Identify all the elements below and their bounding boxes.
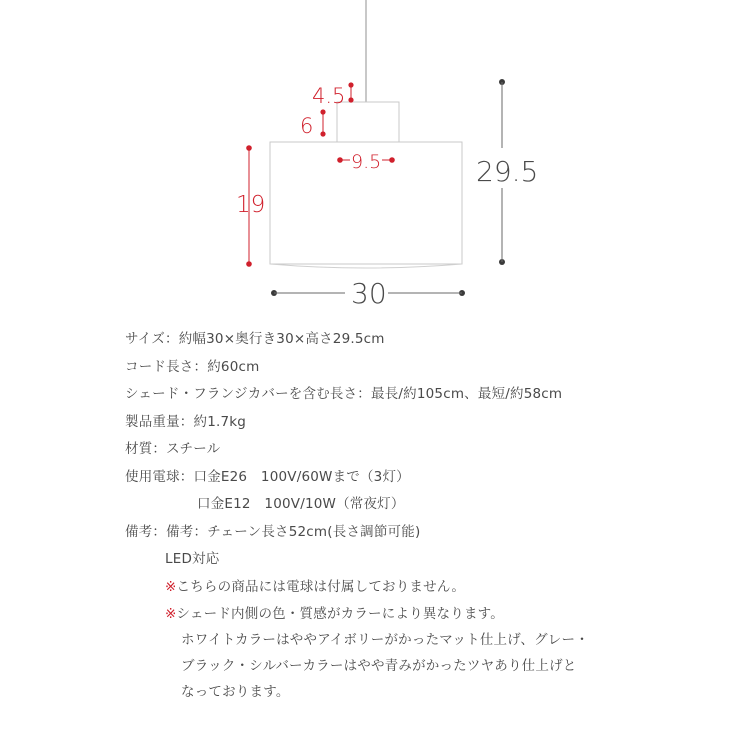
dim-cord-gap-label: 4.5 <box>312 84 346 108</box>
spec-material: 材質：スチール <box>125 441 221 457</box>
spec-bulb-secondary: 口金E12 100V/10W（常夜灯） <box>197 496 405 512</box>
note-shade-color-cont-1: ホワイトカラーはややアイボリーがかったマット仕上げ、グレー・ <box>181 632 589 648</box>
spec-bulb-primary: 使用電球：口金E26 100V/60Wまで（3灯） <box>125 469 410 485</box>
note-shade-color-text: シェード内側の色・質感がカラーにより異なります。 <box>176 606 504 622</box>
note-mark: ※ <box>165 606 177 622</box>
spec-remarks: 備考：備考：チェーン長さ52cm(長さ調節可能) <box>125 524 421 540</box>
spec-weight: 製品重量：約1.7kg <box>125 414 247 430</box>
dim-width-label: 30 <box>351 277 387 310</box>
dim-canopy-width-label: 9.5 <box>351 151 382 173</box>
note-no-bulb <box>165 579 465 595</box>
dim-shade-height-label: 19 <box>236 192 266 218</box>
spec-led: LED対応 <box>165 551 220 567</box>
spec-cord-length: コード長さ：約60cm <box>125 359 260 375</box>
dim-canopy-height-label: 6 <box>300 114 314 138</box>
spec-shade-length: シェード・フランジカバーを含む長さ：最長/約105cm、最短/約58cm <box>125 386 563 402</box>
note-shade-color <box>165 606 504 622</box>
spec-size: サイズ：約幅30×奥行き30×高さ29.5cm <box>125 331 385 347</box>
note-shade-color-cont-2: ブラック・シルバーカラーはやや青みがかったツヤあり仕上げと <box>181 658 577 674</box>
dim-total-height-label: 29.5 <box>476 155 539 188</box>
note-mark: ※ <box>165 579 177 595</box>
note-no-bulb-text: こちらの商品には電球は付属しておりません。 <box>176 579 466 595</box>
note-shade-color-cont-3: なっております。 <box>181 684 290 700</box>
